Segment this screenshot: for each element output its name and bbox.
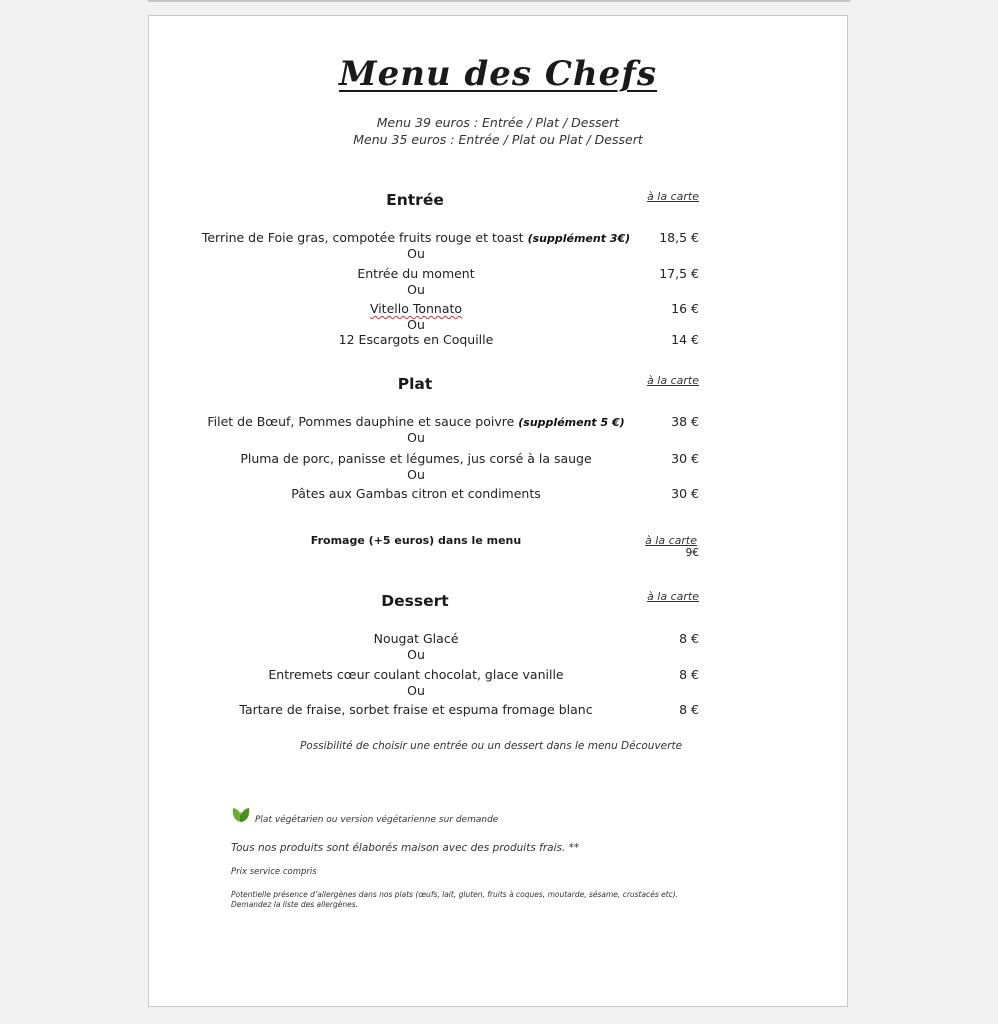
- dessert-price-3: 8 €: [679, 702, 699, 717]
- plat-price-2: 30 €: [671, 451, 699, 466]
- or-separator: Ou: [407, 647, 425, 662]
- service-note: Prix service compris: [231, 867, 317, 877]
- homemade-note: Tous nos produits sont élaborés maison avec des produits frais. **: [231, 842, 580, 854]
- top-border: [148, 0, 850, 2]
- or-separator: Ou: [407, 282, 425, 297]
- or-separator: Ou: [407, 467, 425, 482]
- plat-item-2: Pluma de porc, panisse et légumes, jus corsé à la sauge: [240, 451, 592, 466]
- dessert-item-3: Tartare de fraise, sorbet fraise et espuma fromage blanc: [239, 702, 593, 717]
- dessert-item-1: Nougat Glacé: [373, 631, 459, 646]
- fromage-title: Fromage (+5 euros) dans le menu: [310, 534, 522, 547]
- plat-price-3: 30 €: [671, 486, 699, 501]
- allergens-note: Potentielle présence d’allergènes dans nos plats (œufs, lait, gluten, fruits à coques, moutarde, sésame, crustacés etc).: [231, 890, 679, 899]
- plat-price-1: 38 €: [671, 414, 699, 429]
- plat-item-1: Filet de Bœuf, Pommes dauphine et sauce poivre (supplément 5 €): [207, 414, 625, 429]
- dessert-price-1: 8 €: [679, 631, 699, 646]
- dessert-item-2: Entremets cœur coulant chocolat, glace vanille: [268, 667, 564, 682]
- entree-item-2: Entrée du moment: [357, 266, 475, 281]
- entree-price-4: 14 €: [671, 332, 699, 347]
- a-la-carte-fromage: à la carte: [645, 534, 697, 547]
- or-separator: Ou: [407, 430, 425, 445]
- entree-item-3: Vitello Tonnato: [369, 301, 463, 316]
- decouverte-note: Possibilité de choisir une entrée ou un dessert dans le menu Découverte: [299, 740, 683, 752]
- entree-price-3: 16 €: [671, 301, 699, 316]
- plat-item-3: Pâtes aux Gambas citron et condiments: [291, 486, 541, 501]
- section-dessert-title: Dessert: [381, 592, 449, 610]
- allergens-request: Demandez la liste des allergènes.: [231, 900, 358, 909]
- or-separator: Ou: [407, 683, 425, 698]
- entree-price-1: 18,5 €: [659, 230, 699, 245]
- menu-page: [148, 15, 848, 1007]
- a-la-carte-dessert: à la carte: [647, 590, 699, 603]
- a-la-carte-entree: à la carte: [647, 190, 699, 203]
- entree-price-2: 17,5 €: [659, 266, 699, 281]
- vegetarian-note: Plat végétarien ou version végétarienne sur demande: [255, 815, 499, 825]
- leaf-icon: [231, 806, 251, 824]
- or-separator: Ou: [407, 246, 425, 261]
- entree-item-4: 12 Escargots en Coquille: [338, 332, 494, 347]
- or-separator: Ou: [407, 317, 425, 332]
- dessert-price-2: 8 €: [679, 667, 699, 682]
- a-la-carte-plat: à la carte: [647, 374, 699, 387]
- page-title: Menu des Chefs: [338, 54, 658, 94]
- formula-39: Menu 39 euros : Entrée / Plat / Dessert: [376, 115, 620, 130]
- formula-35: Menu 35 euros : Entrée / Plat ou Plat / Dessert: [353, 132, 643, 147]
- section-entree-title: Entrée: [386, 191, 444, 209]
- entree-item-1: Terrine de Foie gras, compotée fruits rouge et toast (supplément 3€): [201, 230, 631, 245]
- fromage-price: 9€: [685, 547, 699, 559]
- section-plat-title: Plat: [397, 375, 433, 393]
